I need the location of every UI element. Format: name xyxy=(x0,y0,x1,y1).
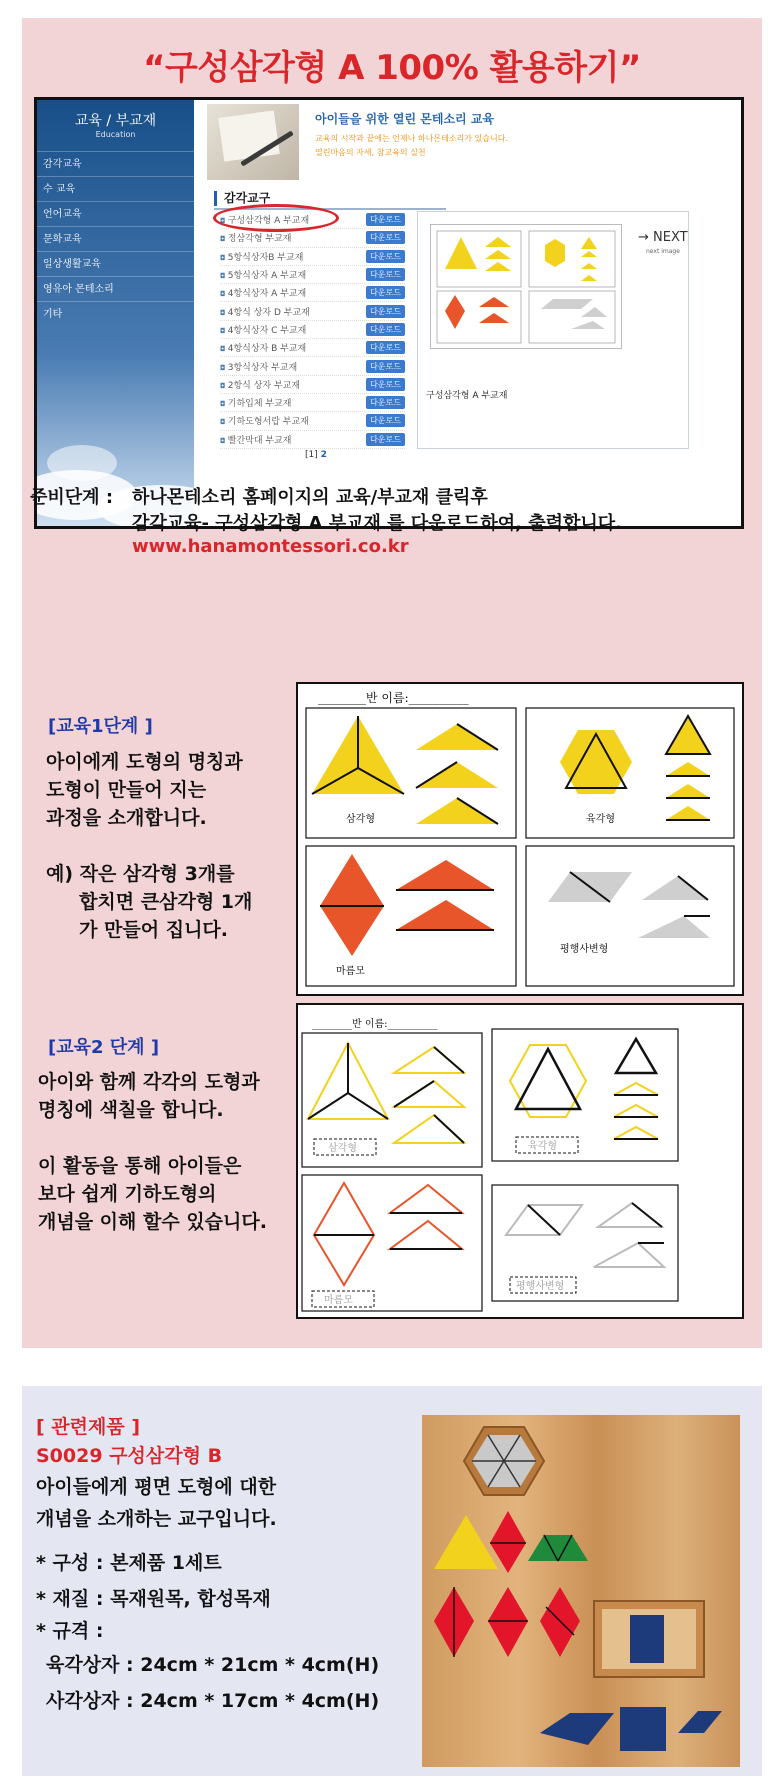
menu-item[interactable]: 문화교육 xyxy=(37,226,194,251)
item-name[interactable]: ◘ 4항식상자 C 부교재 xyxy=(220,323,306,336)
page-title: “구성삼각형 A 100% 활용하기” xyxy=(143,48,641,88)
item-name[interactable]: ◘ 2항식 상자 부교재 xyxy=(220,378,300,391)
next-button[interactable]: → NEXT xyxy=(638,230,688,245)
product-desc: 아이들에게 평면 도형에 대한 xyxy=(36,1476,277,1498)
menu-item[interactable]: 언어교육 xyxy=(37,201,194,226)
download-button[interactable]: 다운로드 xyxy=(366,414,405,427)
label-triangle: 삼각형 xyxy=(328,1143,357,1154)
spec-line: * 규격 : xyxy=(36,1620,104,1642)
section-title: 감각교구 xyxy=(214,188,446,210)
list-item xyxy=(220,302,405,320)
menu-item[interactable]: 일상생활교육 xyxy=(37,251,194,276)
next-sublabel: next image xyxy=(646,248,680,255)
step1-title: [교육1단계 ] xyxy=(48,716,153,737)
menu-item[interactable]: 수 교육 xyxy=(37,176,194,201)
menu-item[interactable]: 영유아 몬테소리 xyxy=(37,276,194,301)
banner-title: 아이들을 위한 열린 몬테소리 교육 xyxy=(315,112,495,126)
download-button[interactable]: 다운로드 xyxy=(366,305,405,318)
item-name[interactable]: ◘ 3항식상자 부교재 xyxy=(220,360,297,373)
list-item xyxy=(220,339,405,357)
prep-line: 하나몬테소리 홈페이지의 교육/부교재 클릭후 xyxy=(132,487,488,508)
download-button[interactable]: 다운로드 xyxy=(366,323,405,336)
website-url-link[interactable]: www.hanamontessori.co.kr xyxy=(132,536,409,557)
label-hexagon: 육각형 xyxy=(528,1141,557,1152)
list-item xyxy=(220,229,405,247)
website-screenshot xyxy=(34,97,744,529)
pagination xyxy=(305,450,327,460)
step1-text: 아이에게 도형의 명칭과 도형이 만들어 지는 과정을 소개합니다. 예) 작은 삼각형 3개를 합치면 큰삼각형 1개 가 만들어 집니다. xyxy=(46,751,253,941)
download-button[interactable]: 다운로드 xyxy=(366,341,405,354)
list-item xyxy=(220,376,405,394)
preview-panel xyxy=(417,211,689,449)
label-triangle: 삼각형 xyxy=(346,814,375,825)
page-current[interactable]: [1] xyxy=(305,450,318,460)
product-desc: 개념을 소개하는 교구입니다. xyxy=(36,1508,277,1530)
spec-line: * 구성 : 본제품 1세트 xyxy=(36,1552,222,1574)
list-item xyxy=(220,394,405,412)
sidebar-title: 교육 / 부교재 xyxy=(74,113,157,129)
item-name[interactable]: ◘ 5항식상자 A 부교재 xyxy=(220,268,306,281)
product-code-name: S0029 구성삼각형 B xyxy=(36,1445,223,1467)
step2-title: [교육2 단계 ] xyxy=(48,1037,160,1058)
size-line: 사각상자 : 24cm * 17cm * 4cm(H) xyxy=(46,1690,380,1712)
label-hexagon: 육각형 xyxy=(586,814,615,825)
banner-line: 교육의 시작과 끝에는 언제나 하나몬테소리가 있습니다. xyxy=(315,134,508,143)
item-name[interactable]: ◘ 4항식상자 A 부교재 xyxy=(220,286,306,299)
item-name[interactable]: ◘ 구성삼각형 A 부교재 xyxy=(220,213,309,226)
size-line: 육각상자 : 24cm * 21cm * 4cm(H) xyxy=(46,1654,380,1676)
website-sidebar xyxy=(37,100,194,526)
download-button[interactable]: 다운로드 xyxy=(366,268,405,281)
list-item xyxy=(220,266,405,284)
list-item xyxy=(220,284,405,302)
prep-label: 준비단계 : xyxy=(30,487,114,508)
download-button[interactable]: 다운로드 xyxy=(366,378,405,391)
list-item xyxy=(220,248,405,266)
download-button[interactable]: 다운로드 xyxy=(366,286,405,299)
download-button[interactable]: 다운로드 xyxy=(366,231,405,244)
list-item xyxy=(220,412,405,430)
worksheet-header: ________반 이름:__________ xyxy=(318,691,469,705)
label-parallelogram: 평행사변형 xyxy=(516,1281,565,1292)
list-item xyxy=(220,357,405,375)
preview-caption: 구성삼각형 A 부교재 xyxy=(426,391,508,401)
related-heading: [ 관련제품 ] xyxy=(36,1416,141,1438)
banner-line: 열린마음의 자세, 참교육의 실천 xyxy=(315,148,426,157)
item-name[interactable]: ◘ 4항식 상자 D 부교재 xyxy=(220,305,310,318)
download-list xyxy=(220,211,405,449)
item-name[interactable]: ◘ 기하입체 부교재 xyxy=(220,396,292,409)
preview-thumbnail[interactable] xyxy=(430,224,622,349)
worksheet-outline xyxy=(296,1003,744,1319)
prep-line: 감각교육- 구성삼각형 A 부교재 를 다운로드하여, 출력합니다. xyxy=(132,513,622,534)
item-name[interactable]: ◘ 빨간막대 부교재 xyxy=(220,433,292,446)
menu-item[interactable]: 감각교육 xyxy=(37,151,194,176)
worksheet-header: ________반 이름:__________ xyxy=(312,1019,438,1030)
item-name[interactable]: ◘ 정삼각형 부교재 xyxy=(220,231,292,244)
item-name[interactable]: ◘ 5항식상자B 부교재 xyxy=(220,250,303,263)
label-rhombus: 마름모 xyxy=(324,1295,353,1306)
download-button[interactable]: 다운로드 xyxy=(366,433,405,446)
download-button[interactable]: 다운로드 xyxy=(366,250,405,263)
sidebar-subtitle: Education xyxy=(95,130,136,139)
list-item xyxy=(220,431,405,449)
page-next[interactable]: 2 xyxy=(320,450,327,460)
worksheet-colored xyxy=(296,682,744,996)
highlight-circle xyxy=(213,204,339,232)
menu-item[interactable]: 기타 xyxy=(37,301,194,326)
step2-text: 아이와 함께 각각의 도형과 명칭에 색칠을 합니다. 이 활동을 통해 아이들은 보다 쉽게 기하도형의 개념을 이해 할수 있습니다. xyxy=(38,1071,267,1233)
label-parallelogram: 평행사변형 xyxy=(560,944,609,955)
item-name[interactable]: ◘ 4항식상자 B 부교재 xyxy=(220,341,306,354)
item-name[interactable]: ◘ 기하도형서랍 부교재 xyxy=(220,414,309,427)
download-button[interactable]: 다운로드 xyxy=(366,360,405,373)
banner-pen-image xyxy=(207,104,299,180)
list-item xyxy=(220,321,405,339)
download-button[interactable]: 다운로드 xyxy=(366,213,405,226)
download-button[interactable]: 다운로드 xyxy=(366,396,405,409)
label-rhombus: 마름모 xyxy=(336,966,365,977)
product-photo xyxy=(422,1415,740,1767)
spec-line: * 재질 : 목재원목, 합성목재 xyxy=(36,1588,271,1610)
